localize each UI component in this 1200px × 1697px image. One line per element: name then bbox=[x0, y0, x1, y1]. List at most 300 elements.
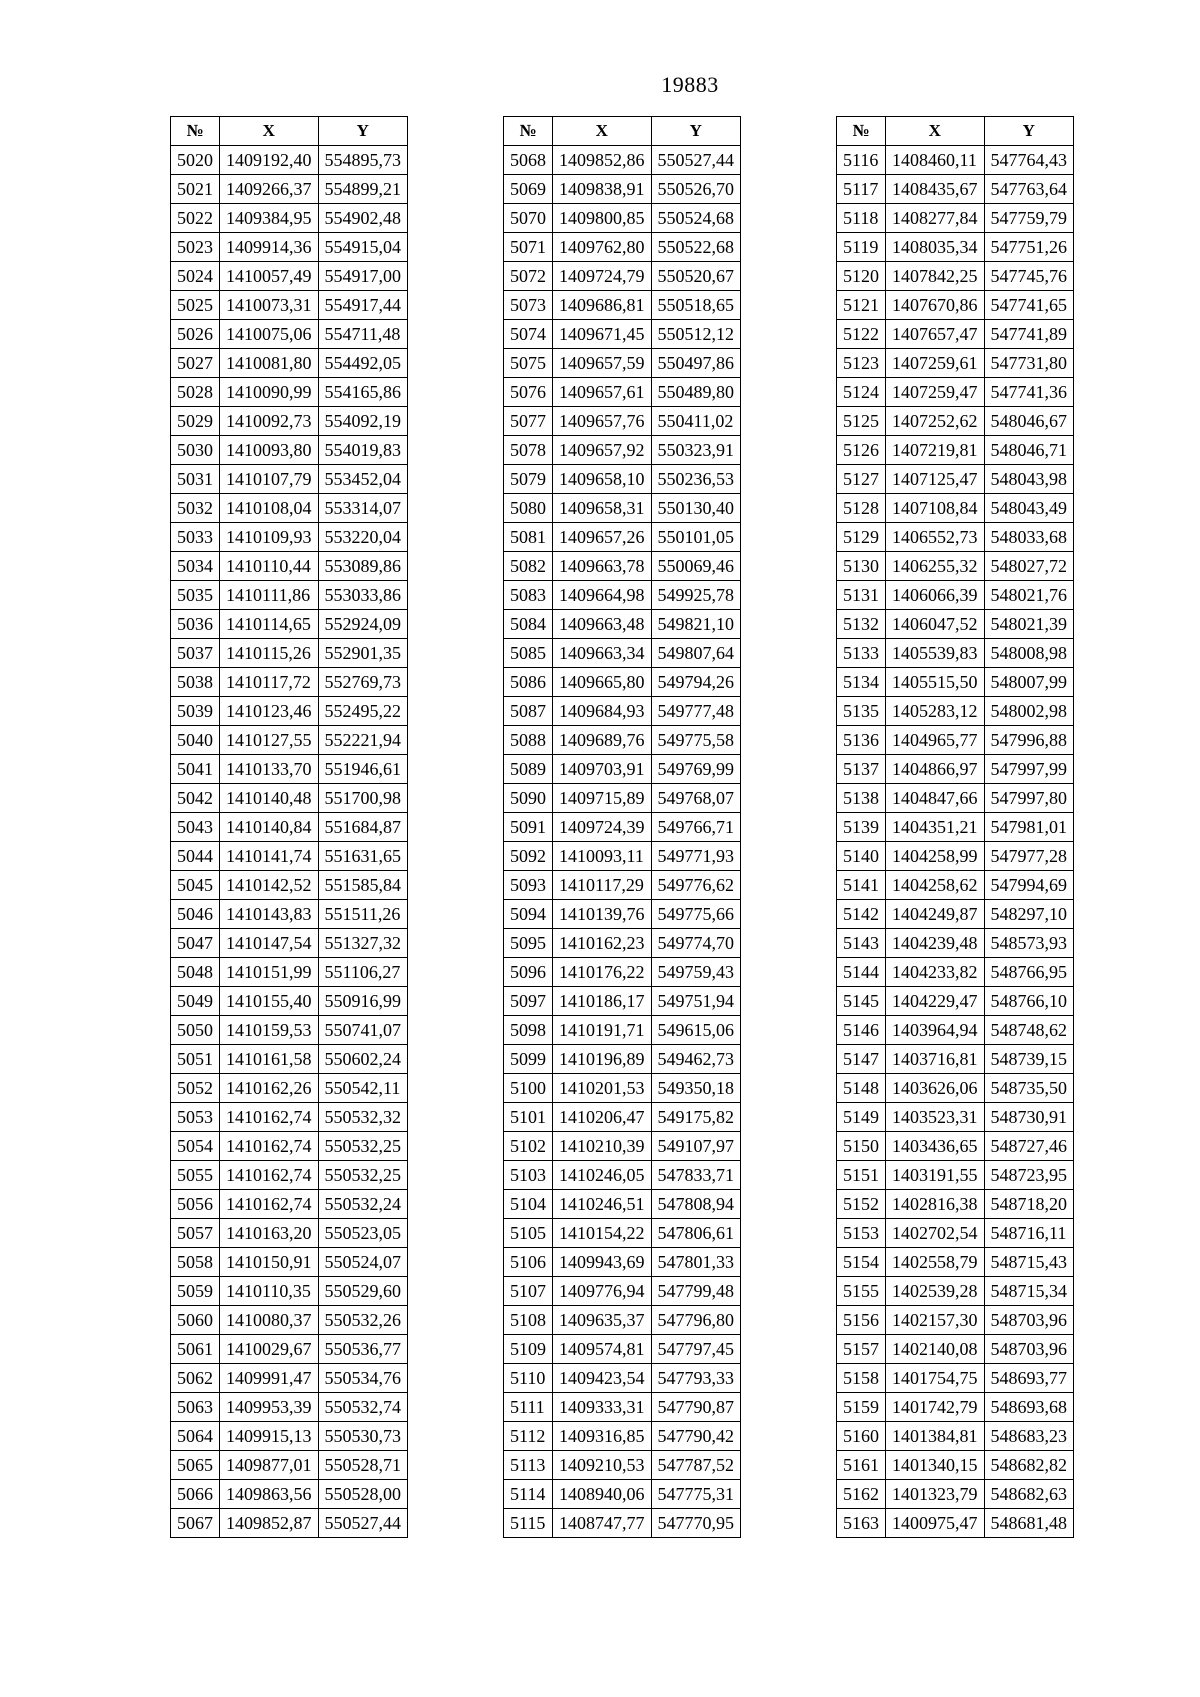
x-coordinate-cell: 1407108,84 bbox=[886, 494, 985, 523]
x-coordinate-cell: 1401323,79 bbox=[886, 1480, 985, 1509]
table-row bbox=[171, 349, 408, 378]
table-row bbox=[837, 1335, 1074, 1364]
point-number-cell: 5159 bbox=[837, 1393, 886, 1422]
y-coordinate-cell: 548693,77 bbox=[984, 1364, 1074, 1393]
y-coordinate-cell: 547997,99 bbox=[984, 755, 1074, 784]
point-number-cell: 5035 bbox=[171, 581, 220, 610]
point-number-cell: 5057 bbox=[171, 1219, 220, 1248]
x-coordinate-cell: 1409877,01 bbox=[220, 1451, 319, 1480]
point-number-cell: 5148 bbox=[837, 1074, 886, 1103]
x-coordinate-cell: 1410162,74 bbox=[220, 1132, 319, 1161]
table-row bbox=[171, 233, 408, 262]
point-number-cell: 5075 bbox=[504, 349, 553, 378]
point-number-cell: 5120 bbox=[837, 262, 886, 291]
y-coordinate-cell: 550532,26 bbox=[318, 1306, 408, 1335]
x-coordinate-cell: 1410162,74 bbox=[220, 1190, 319, 1219]
header-y: Y bbox=[318, 117, 408, 146]
point-number-cell: 5026 bbox=[171, 320, 220, 349]
point-number-cell: 5088 bbox=[504, 726, 553, 755]
x-coordinate-cell: 1409663,78 bbox=[553, 552, 652, 581]
point-number-cell: 5090 bbox=[504, 784, 553, 813]
x-coordinate-cell: 1403626,06 bbox=[886, 1074, 985, 1103]
y-coordinate-cell: 549807,64 bbox=[651, 639, 741, 668]
y-coordinate-cell: 550542,11 bbox=[318, 1074, 408, 1103]
x-coordinate-cell: 1408460,11 bbox=[886, 146, 985, 175]
x-coordinate-cell: 1409953,39 bbox=[220, 1393, 319, 1422]
y-coordinate-cell: 547763,64 bbox=[984, 175, 1074, 204]
y-coordinate-cell: 551511,26 bbox=[318, 900, 408, 929]
y-coordinate-cell: 550532,25 bbox=[318, 1161, 408, 1190]
point-number-cell: 5037 bbox=[171, 639, 220, 668]
x-coordinate-cell: 1408747,77 bbox=[553, 1509, 652, 1538]
y-coordinate-cell: 550518,65 bbox=[651, 291, 741, 320]
table-row bbox=[837, 813, 1074, 842]
table-row bbox=[837, 465, 1074, 494]
point-number-cell: 5049 bbox=[171, 987, 220, 1016]
point-number-cell: 5117 bbox=[837, 175, 886, 204]
table-row bbox=[504, 146, 741, 175]
y-coordinate-cell: 551684,87 bbox=[318, 813, 408, 842]
point-number-cell: 5097 bbox=[504, 987, 553, 1016]
table-row bbox=[837, 726, 1074, 755]
point-number-cell: 5102 bbox=[504, 1132, 553, 1161]
point-number-cell: 5121 bbox=[837, 291, 886, 320]
table-row bbox=[171, 1451, 408, 1480]
y-coordinate-cell: 548002,98 bbox=[984, 697, 1074, 726]
table-row bbox=[837, 1074, 1074, 1103]
point-number-cell: 5114 bbox=[504, 1480, 553, 1509]
y-coordinate-cell: 548033,68 bbox=[984, 523, 1074, 552]
table-row bbox=[837, 958, 1074, 987]
y-coordinate-cell: 550536,77 bbox=[318, 1335, 408, 1364]
x-coordinate-cell: 1409658,31 bbox=[553, 494, 652, 523]
y-coordinate-cell: 549107,97 bbox=[651, 1132, 741, 1161]
table-row bbox=[171, 784, 408, 813]
table-row bbox=[504, 842, 741, 871]
table-row bbox=[837, 755, 1074, 784]
table-row bbox=[171, 929, 408, 958]
point-number-cell: 5081 bbox=[504, 523, 553, 552]
y-coordinate-cell: 550532,74 bbox=[318, 1393, 408, 1422]
point-number-cell: 5053 bbox=[171, 1103, 220, 1132]
table-row bbox=[504, 958, 741, 987]
point-number-cell: 5150 bbox=[837, 1132, 886, 1161]
point-number-cell: 5127 bbox=[837, 465, 886, 494]
x-coordinate-cell: 1405539,83 bbox=[886, 639, 985, 668]
table-row bbox=[171, 1190, 408, 1219]
y-coordinate-cell: 548715,34 bbox=[984, 1277, 1074, 1306]
table-row bbox=[837, 929, 1074, 958]
point-number-cell: 5131 bbox=[837, 581, 886, 610]
point-number-cell: 5101 bbox=[504, 1103, 553, 1132]
x-coordinate-cell: 1404866,97 bbox=[886, 755, 985, 784]
x-coordinate-cell: 1410073,31 bbox=[220, 291, 319, 320]
table-row bbox=[171, 1132, 408, 1161]
table-row bbox=[171, 639, 408, 668]
y-coordinate-cell: 548715,43 bbox=[984, 1248, 1074, 1277]
y-coordinate-cell: 551327,32 bbox=[318, 929, 408, 958]
table-row bbox=[837, 204, 1074, 233]
x-coordinate-cell: 1409800,85 bbox=[553, 204, 652, 233]
x-coordinate-cell: 1410162,74 bbox=[220, 1103, 319, 1132]
y-coordinate-cell: 554902,48 bbox=[318, 204, 408, 233]
table-body bbox=[504, 146, 741, 1538]
x-coordinate-cell: 1410092,73 bbox=[220, 407, 319, 436]
table-row bbox=[837, 1161, 1074, 1190]
y-coordinate-cell: 552769,73 bbox=[318, 668, 408, 697]
point-number-cell: 5124 bbox=[837, 378, 886, 407]
x-coordinate-cell: 1410127,55 bbox=[220, 726, 319, 755]
table-row bbox=[504, 436, 741, 465]
table-row bbox=[837, 320, 1074, 349]
table-row bbox=[171, 1103, 408, 1132]
y-coordinate-cell: 550489,80 bbox=[651, 378, 741, 407]
y-coordinate-cell: 550526,70 bbox=[651, 175, 741, 204]
coordinate-table-3 bbox=[836, 116, 1074, 1538]
y-coordinate-cell: 547764,43 bbox=[984, 146, 1074, 175]
x-coordinate-cell: 1409838,91 bbox=[553, 175, 652, 204]
table-row bbox=[837, 1393, 1074, 1422]
y-coordinate-cell: 548043,49 bbox=[984, 494, 1074, 523]
table-row bbox=[171, 1074, 408, 1103]
point-number-cell: 5109 bbox=[504, 1335, 553, 1364]
y-coordinate-cell: 547770,95 bbox=[651, 1509, 741, 1538]
point-number-cell: 5025 bbox=[171, 291, 220, 320]
y-coordinate-cell: 547996,88 bbox=[984, 726, 1074, 755]
x-coordinate-cell: 1409658,10 bbox=[553, 465, 652, 494]
point-number-cell: 5054 bbox=[171, 1132, 220, 1161]
y-coordinate-cell: 548723,95 bbox=[984, 1161, 1074, 1190]
header-no: № bbox=[504, 117, 553, 146]
y-coordinate-cell: 552901,35 bbox=[318, 639, 408, 668]
point-number-cell: 5068 bbox=[504, 146, 553, 175]
table-row bbox=[837, 378, 1074, 407]
x-coordinate-cell: 1401340,15 bbox=[886, 1451, 985, 1480]
header-x: X bbox=[220, 117, 319, 146]
table-row bbox=[171, 407, 408, 436]
x-coordinate-cell: 1409316,85 bbox=[553, 1422, 652, 1451]
table-row bbox=[504, 1480, 741, 1509]
y-coordinate-cell: 550236,53 bbox=[651, 465, 741, 494]
table-row bbox=[171, 987, 408, 1016]
y-coordinate-cell: 549462,73 bbox=[651, 1045, 741, 1074]
point-number-cell: 5027 bbox=[171, 349, 220, 378]
y-coordinate-cell: 548703,96 bbox=[984, 1335, 1074, 1364]
y-coordinate-cell: 549794,26 bbox=[651, 668, 741, 697]
table-row bbox=[171, 494, 408, 523]
y-coordinate-cell: 547787,52 bbox=[651, 1451, 741, 1480]
point-number-cell: 5066 bbox=[171, 1480, 220, 1509]
table-row bbox=[171, 175, 408, 204]
table-row bbox=[837, 610, 1074, 639]
point-number-cell: 5029 bbox=[171, 407, 220, 436]
table-row bbox=[837, 436, 1074, 465]
y-coordinate-cell: 550532,25 bbox=[318, 1132, 408, 1161]
y-coordinate-cell: 548735,50 bbox=[984, 1074, 1074, 1103]
x-coordinate-cell: 1409762,80 bbox=[553, 233, 652, 262]
x-coordinate-cell: 1402157,30 bbox=[886, 1306, 985, 1335]
header-x: X bbox=[886, 117, 985, 146]
table-row bbox=[504, 349, 741, 378]
table-row bbox=[837, 639, 1074, 668]
point-number-cell: 5091 bbox=[504, 813, 553, 842]
table-row bbox=[171, 1248, 408, 1277]
x-coordinate-cell: 1410246,05 bbox=[553, 1161, 652, 1190]
point-number-cell: 5163 bbox=[837, 1509, 886, 1538]
table-row bbox=[504, 610, 741, 639]
x-coordinate-cell: 1410111,86 bbox=[220, 581, 319, 610]
y-coordinate-cell: 547741,36 bbox=[984, 378, 1074, 407]
point-number-cell: 5086 bbox=[504, 668, 553, 697]
table-row bbox=[171, 436, 408, 465]
point-number-cell: 5041 bbox=[171, 755, 220, 784]
table-row bbox=[837, 1422, 1074, 1451]
point-number-cell: 5140 bbox=[837, 842, 886, 871]
y-coordinate-cell: 550532,32 bbox=[318, 1103, 408, 1132]
y-coordinate-cell: 549615,06 bbox=[651, 1016, 741, 1045]
y-coordinate-cell: 549925,78 bbox=[651, 581, 741, 610]
x-coordinate-cell: 1403523,31 bbox=[886, 1103, 985, 1132]
point-number-cell: 5046 bbox=[171, 900, 220, 929]
y-coordinate-cell: 547793,33 bbox=[651, 1364, 741, 1393]
x-coordinate-cell: 1410176,22 bbox=[553, 958, 652, 987]
y-coordinate-cell: 550512,12 bbox=[651, 320, 741, 349]
point-number-cell: 5104 bbox=[504, 1190, 553, 1219]
point-number-cell: 5157 bbox=[837, 1335, 886, 1364]
x-coordinate-cell: 1407219,81 bbox=[886, 436, 985, 465]
y-coordinate-cell: 554917,44 bbox=[318, 291, 408, 320]
x-coordinate-cell: 1406047,52 bbox=[886, 610, 985, 639]
point-number-cell: 5152 bbox=[837, 1190, 886, 1219]
point-number-cell: 5052 bbox=[171, 1074, 220, 1103]
coordinate-table-2 bbox=[503, 116, 741, 1538]
x-coordinate-cell: 1410141,74 bbox=[220, 842, 319, 871]
table-row bbox=[504, 726, 741, 755]
header-x: X bbox=[553, 117, 652, 146]
x-coordinate-cell: 1404965,77 bbox=[886, 726, 985, 755]
point-number-cell: 5079 bbox=[504, 465, 553, 494]
y-coordinate-cell: 547796,80 bbox=[651, 1306, 741, 1335]
table-row bbox=[837, 581, 1074, 610]
x-coordinate-cell: 1410114,65 bbox=[220, 610, 319, 639]
table-header-row bbox=[171, 117, 408, 146]
point-number-cell: 5022 bbox=[171, 204, 220, 233]
y-coordinate-cell: 550323,91 bbox=[651, 436, 741, 465]
x-coordinate-cell: 1410147,54 bbox=[220, 929, 319, 958]
y-coordinate-cell: 547775,31 bbox=[651, 1480, 741, 1509]
point-number-cell: 5132 bbox=[837, 610, 886, 639]
point-number-cell: 5105 bbox=[504, 1219, 553, 1248]
y-coordinate-cell: 547759,79 bbox=[984, 204, 1074, 233]
x-coordinate-cell: 1404258,62 bbox=[886, 871, 985, 900]
table-row bbox=[171, 697, 408, 726]
table-row bbox=[504, 871, 741, 900]
y-coordinate-cell: 548297,10 bbox=[984, 900, 1074, 929]
y-coordinate-cell: 552495,22 bbox=[318, 697, 408, 726]
table-row bbox=[504, 1219, 741, 1248]
x-coordinate-cell: 1409852,87 bbox=[220, 1509, 319, 1538]
y-coordinate-cell: 549771,93 bbox=[651, 842, 741, 871]
point-number-cell: 5071 bbox=[504, 233, 553, 262]
x-coordinate-cell: 1402816,38 bbox=[886, 1190, 985, 1219]
table-row bbox=[504, 1132, 741, 1161]
y-coordinate-cell: 550411,02 bbox=[651, 407, 741, 436]
point-number-cell: 5139 bbox=[837, 813, 886, 842]
x-coordinate-cell: 1410081,80 bbox=[220, 349, 319, 378]
point-number-cell: 5030 bbox=[171, 436, 220, 465]
x-coordinate-cell: 1410186,17 bbox=[553, 987, 652, 1016]
x-coordinate-cell: 1408035,34 bbox=[886, 233, 985, 262]
y-coordinate-cell: 550523,05 bbox=[318, 1219, 408, 1248]
table-row bbox=[171, 1306, 408, 1335]
table-row bbox=[504, 784, 741, 813]
point-number-cell: 5128 bbox=[837, 494, 886, 523]
y-coordinate-cell: 549769,99 bbox=[651, 755, 741, 784]
x-coordinate-cell: 1401742,79 bbox=[886, 1393, 985, 1422]
y-coordinate-cell: 552221,94 bbox=[318, 726, 408, 755]
x-coordinate-cell: 1404233,82 bbox=[886, 958, 985, 987]
page-number: 19883 bbox=[661, 72, 719, 97]
point-number-cell: 5070 bbox=[504, 204, 553, 233]
y-coordinate-cell: 554165,86 bbox=[318, 378, 408, 407]
x-coordinate-cell: 1401754,75 bbox=[886, 1364, 985, 1393]
x-coordinate-cell: 1410029,67 bbox=[220, 1335, 319, 1364]
table-row bbox=[504, 1306, 741, 1335]
y-coordinate-cell: 547806,61 bbox=[651, 1219, 741, 1248]
point-number-cell: 5110 bbox=[504, 1364, 553, 1393]
table-row bbox=[171, 668, 408, 697]
point-number-cell: 5062 bbox=[171, 1364, 220, 1393]
y-coordinate-cell: 547833,71 bbox=[651, 1161, 741, 1190]
table-row bbox=[504, 639, 741, 668]
x-coordinate-cell: 1408940,06 bbox=[553, 1480, 652, 1509]
point-number-cell: 5149 bbox=[837, 1103, 886, 1132]
point-number-cell: 5145 bbox=[837, 987, 886, 1016]
table-row bbox=[171, 1364, 408, 1393]
y-coordinate-cell: 547801,33 bbox=[651, 1248, 741, 1277]
x-coordinate-cell: 1410123,46 bbox=[220, 697, 319, 726]
table-row bbox=[504, 1045, 741, 1074]
header-no: № bbox=[837, 117, 886, 146]
table-row bbox=[171, 1161, 408, 1190]
table-row bbox=[504, 1364, 741, 1393]
point-number-cell: 5060 bbox=[171, 1306, 220, 1335]
table-row bbox=[837, 668, 1074, 697]
coordinate-table-1 bbox=[170, 116, 408, 1538]
table-row bbox=[837, 1480, 1074, 1509]
x-coordinate-cell: 1410133,70 bbox=[220, 755, 319, 784]
point-number-cell: 5094 bbox=[504, 900, 553, 929]
point-number-cell: 5073 bbox=[504, 291, 553, 320]
table-row bbox=[504, 204, 741, 233]
x-coordinate-cell: 1409852,86 bbox=[553, 146, 652, 175]
table-row bbox=[171, 1219, 408, 1248]
table-row bbox=[171, 1277, 408, 1306]
x-coordinate-cell: 1410142,52 bbox=[220, 871, 319, 900]
x-coordinate-cell: 1409914,36 bbox=[220, 233, 319, 262]
point-number-cell: 5154 bbox=[837, 1248, 886, 1277]
y-coordinate-cell: 549774,70 bbox=[651, 929, 741, 958]
x-coordinate-cell: 1406066,39 bbox=[886, 581, 985, 610]
x-coordinate-cell: 1410159,53 bbox=[220, 1016, 319, 1045]
point-number-cell: 5098 bbox=[504, 1016, 553, 1045]
point-number-cell: 5036 bbox=[171, 610, 220, 639]
point-number-cell: 5076 bbox=[504, 378, 553, 407]
point-number-cell: 5160 bbox=[837, 1422, 886, 1451]
point-number-cell: 5133 bbox=[837, 639, 886, 668]
table-row bbox=[171, 871, 408, 900]
x-coordinate-cell: 1402702,54 bbox=[886, 1219, 985, 1248]
x-coordinate-cell: 1410151,99 bbox=[220, 958, 319, 987]
y-coordinate-cell: 547981,01 bbox=[984, 813, 1074, 842]
point-number-cell: 5065 bbox=[171, 1451, 220, 1480]
y-coordinate-cell: 553452,04 bbox=[318, 465, 408, 494]
x-coordinate-cell: 1409776,94 bbox=[553, 1277, 652, 1306]
x-coordinate-cell: 1405515,50 bbox=[886, 668, 985, 697]
point-number-cell: 5143 bbox=[837, 929, 886, 958]
table-row bbox=[504, 668, 741, 697]
x-coordinate-cell: 1409715,89 bbox=[553, 784, 652, 813]
table-row bbox=[504, 1277, 741, 1306]
point-number-cell: 5056 bbox=[171, 1190, 220, 1219]
point-number-cell: 5093 bbox=[504, 871, 553, 900]
x-coordinate-cell: 1409333,31 bbox=[553, 1393, 652, 1422]
x-coordinate-cell: 1409423,54 bbox=[553, 1364, 652, 1393]
table-row bbox=[171, 1335, 408, 1364]
x-coordinate-cell: 1407125,47 bbox=[886, 465, 985, 494]
x-coordinate-cell: 1409915,13 bbox=[220, 1422, 319, 1451]
y-coordinate-cell: 551585,84 bbox=[318, 871, 408, 900]
y-coordinate-cell: 548046,71 bbox=[984, 436, 1074, 465]
x-coordinate-cell: 1409663,34 bbox=[553, 639, 652, 668]
y-coordinate-cell: 548727,46 bbox=[984, 1132, 1074, 1161]
y-coordinate-cell: 554915,04 bbox=[318, 233, 408, 262]
x-coordinate-cell: 1403964,94 bbox=[886, 1016, 985, 1045]
point-number-cell: 5067 bbox=[171, 1509, 220, 1538]
point-number-cell: 5024 bbox=[171, 262, 220, 291]
point-number-cell: 5087 bbox=[504, 697, 553, 726]
y-coordinate-cell: 549759,43 bbox=[651, 958, 741, 987]
y-coordinate-cell: 551106,27 bbox=[318, 958, 408, 987]
table-row bbox=[837, 1045, 1074, 1074]
x-coordinate-cell: 1410191,71 bbox=[553, 1016, 652, 1045]
table-row bbox=[504, 262, 741, 291]
table-row bbox=[171, 262, 408, 291]
table-row bbox=[504, 523, 741, 552]
point-number-cell: 5083 bbox=[504, 581, 553, 610]
y-coordinate-cell: 548007,99 bbox=[984, 668, 1074, 697]
x-coordinate-cell: 1410162,26 bbox=[220, 1074, 319, 1103]
table-row bbox=[171, 465, 408, 494]
point-number-cell: 5111 bbox=[504, 1393, 553, 1422]
table-row bbox=[504, 233, 741, 262]
x-coordinate-cell: 1410139,76 bbox=[553, 900, 652, 929]
point-number-cell: 5059 bbox=[171, 1277, 220, 1306]
x-coordinate-cell: 1410117,29 bbox=[553, 871, 652, 900]
point-number-cell: 5134 bbox=[837, 668, 886, 697]
x-coordinate-cell: 1410143,83 bbox=[220, 900, 319, 929]
point-number-cell: 5040 bbox=[171, 726, 220, 755]
table-row bbox=[171, 842, 408, 871]
x-coordinate-cell: 1410107,79 bbox=[220, 465, 319, 494]
table-row bbox=[504, 1161, 741, 1190]
y-coordinate-cell: 549766,71 bbox=[651, 813, 741, 842]
y-coordinate-cell: 547977,28 bbox=[984, 842, 1074, 871]
point-number-cell: 5151 bbox=[837, 1161, 886, 1190]
y-coordinate-cell: 550069,46 bbox=[651, 552, 741, 581]
x-coordinate-cell: 1410206,47 bbox=[553, 1103, 652, 1132]
table-row bbox=[171, 1509, 408, 1538]
